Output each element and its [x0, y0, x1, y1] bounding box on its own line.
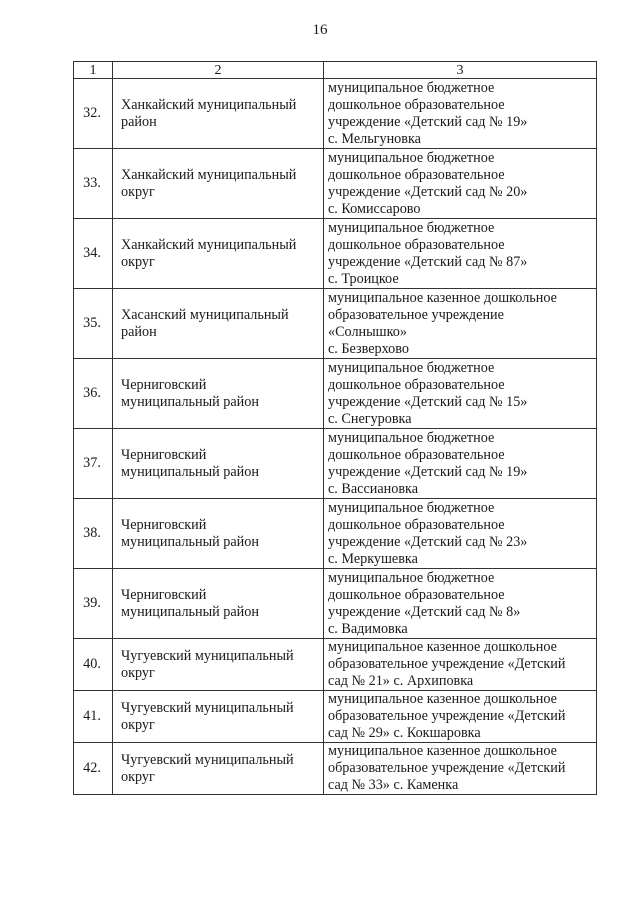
district-line: Черниговский — [121, 446, 207, 463]
district-cell — [113, 639, 324, 691]
district-line: Черниговский — [121, 516, 207, 533]
institution-cell — [324, 569, 597, 639]
row-number: 36. — [74, 359, 113, 429]
district-cell — [113, 289, 324, 359]
district-line: Ханкайский муниципальный — [121, 96, 297, 113]
table-row — [74, 149, 597, 219]
district-cell — [113, 569, 324, 639]
district-cell — [113, 219, 324, 289]
institution-line: дошкольное образовательное — [328, 236, 505, 253]
table-row — [74, 743, 597, 795]
institution-cell — [324, 219, 597, 289]
row-number: 35. — [74, 289, 113, 359]
institution-cell — [324, 149, 597, 219]
institution-cell — [324, 289, 597, 359]
page-number: 16 — [312, 22, 328, 38]
institution-line: сад № 29» с. Кокшаровка — [328, 725, 481, 741]
row-number: 33. — [74, 149, 113, 219]
institution-line: муниципальное бюджетное — [328, 79, 495, 96]
institution-line: учреждение «Детский сад № 19» — [328, 113, 528, 130]
institution-cell — [324, 639, 597, 691]
district-cell — [113, 499, 324, 569]
table-row — [74, 79, 597, 149]
institution-line: дошкольное образовательное — [328, 376, 505, 393]
column-header-district: 2 — [113, 62, 324, 79]
institution-line: дошкольное образовательное — [328, 446, 505, 463]
institution-line: дошкольное образовательное — [328, 166, 505, 183]
institution-line: муниципальное казенное дошкольное — [328, 289, 557, 306]
row-number: 32. — [74, 79, 113, 149]
table-header-row — [74, 62, 597, 79]
district-line: округ — [121, 664, 155, 681]
institution-line: дошкольное образовательное — [328, 586, 505, 603]
institution-line: образовательное учреждение «Детский — [328, 708, 566, 724]
institution-line: муниципальное бюджетное — [328, 499, 495, 516]
institution-line: муниципальное бюджетное — [328, 569, 495, 586]
institution-cell — [324, 359, 597, 429]
district-line: район — [121, 113, 157, 130]
district-line: Ханкайский муниципальный — [121, 236, 297, 253]
district-cell — [113, 691, 324, 743]
institution-line: с. Безверхово — [328, 340, 409, 357]
district-line: муниципальный район — [121, 603, 259, 620]
institution-line: с. Снегуровка — [328, 410, 412, 427]
institution-line: «Солнышко» — [328, 323, 407, 340]
institution-line: муниципальное бюджетное — [328, 149, 495, 166]
institution-line: муниципальное бюджетное — [328, 429, 495, 446]
institution-cell — [324, 743, 597, 795]
district-line: Чугуевский муниципальный — [121, 751, 294, 768]
institution-line: сад № 21» с. Архиповка — [328, 673, 474, 689]
institution-line: муниципальное казенное дошкольное — [328, 691, 557, 707]
district-line: муниципальный район — [121, 393, 259, 410]
district-line: округ — [121, 716, 155, 733]
table-row — [74, 289, 597, 359]
institution-line: муниципальное казенное дошкольное — [328, 639, 557, 655]
table-row — [74, 691, 597, 743]
column-header-number: 1 — [74, 62, 113, 79]
institution-line: муниципальное казенное дошкольное — [328, 743, 557, 759]
table-row — [74, 639, 597, 691]
institution-cell — [324, 429, 597, 499]
column-header-institution: 3 — [324, 62, 597, 79]
district-line: муниципальный район — [121, 533, 259, 550]
institution-line: образовательное учреждение «Детский — [328, 760, 566, 776]
institution-line: муниципальное бюджетное — [328, 359, 495, 376]
institution-line: образовательное учреждение «Детский — [328, 656, 566, 672]
district-line: округ — [121, 253, 155, 270]
institution-line: учреждение «Детский сад № 20» — [328, 183, 528, 200]
institution-line: учреждение «Детский сад № 87» — [328, 253, 528, 270]
district-line: округ — [121, 768, 155, 785]
institution-line: учреждение «Детский сад № 8» — [328, 603, 521, 620]
district-cell — [113, 429, 324, 499]
institution-line: с. Вассиановка — [328, 480, 418, 497]
district-line: Черниговский — [121, 586, 207, 603]
district-cell — [113, 743, 324, 795]
institution-line: дошкольное образовательное — [328, 96, 505, 113]
institution-line: учреждение «Детский сад № 19» — [328, 463, 528, 480]
institution-line: с. Вадимовка — [328, 620, 408, 637]
institution-line: с. Троицкое — [328, 270, 399, 287]
table-row — [74, 359, 597, 429]
district-cell — [113, 359, 324, 429]
table-row — [74, 499, 597, 569]
district-line: округ — [121, 183, 155, 200]
district-line: Чугуевский муниципальный — [121, 647, 294, 664]
row-number: 42. — [74, 743, 113, 795]
institution-line: с. Меркушевка — [328, 550, 418, 567]
table-row — [74, 569, 597, 639]
institution-line: с. Комиссарово — [328, 200, 421, 217]
institutions-table — [73, 61, 597, 795]
institution-line: образовательное учреждение — [328, 306, 504, 323]
institution-line: учреждение «Детский сад № 23» — [328, 533, 528, 550]
district-line: район — [121, 323, 157, 340]
row-number: 39. — [74, 569, 113, 639]
institution-cell — [324, 691, 597, 743]
district-cell — [113, 79, 324, 149]
row-number: 38. — [74, 499, 113, 569]
district-cell — [113, 149, 324, 219]
row-number: 40. — [74, 639, 113, 691]
institution-line: дошкольное образовательное — [328, 516, 505, 533]
row-number: 37. — [74, 429, 113, 499]
institution-line: учреждение «Детский сад № 15» — [328, 393, 528, 410]
row-number: 41. — [74, 691, 113, 743]
table-row — [74, 219, 597, 289]
table-body — [74, 79, 597, 795]
institution-line: с. Мельгуновка — [328, 130, 421, 147]
institution-cell — [324, 79, 597, 149]
district-line: Черниговский — [121, 376, 207, 393]
table-row — [74, 429, 597, 499]
row-number: 34. — [74, 219, 113, 289]
district-line: Чугуевский муниципальный — [121, 699, 294, 716]
district-line: муниципальный район — [121, 463, 259, 480]
district-line: Хасанский муниципальный — [121, 306, 289, 323]
institution-line: муниципальное бюджетное — [328, 219, 495, 236]
institution-cell — [324, 499, 597, 569]
institution-line: сад № 33» с. Каменка — [328, 777, 459, 793]
district-line: Ханкайский муниципальный — [121, 166, 297, 183]
